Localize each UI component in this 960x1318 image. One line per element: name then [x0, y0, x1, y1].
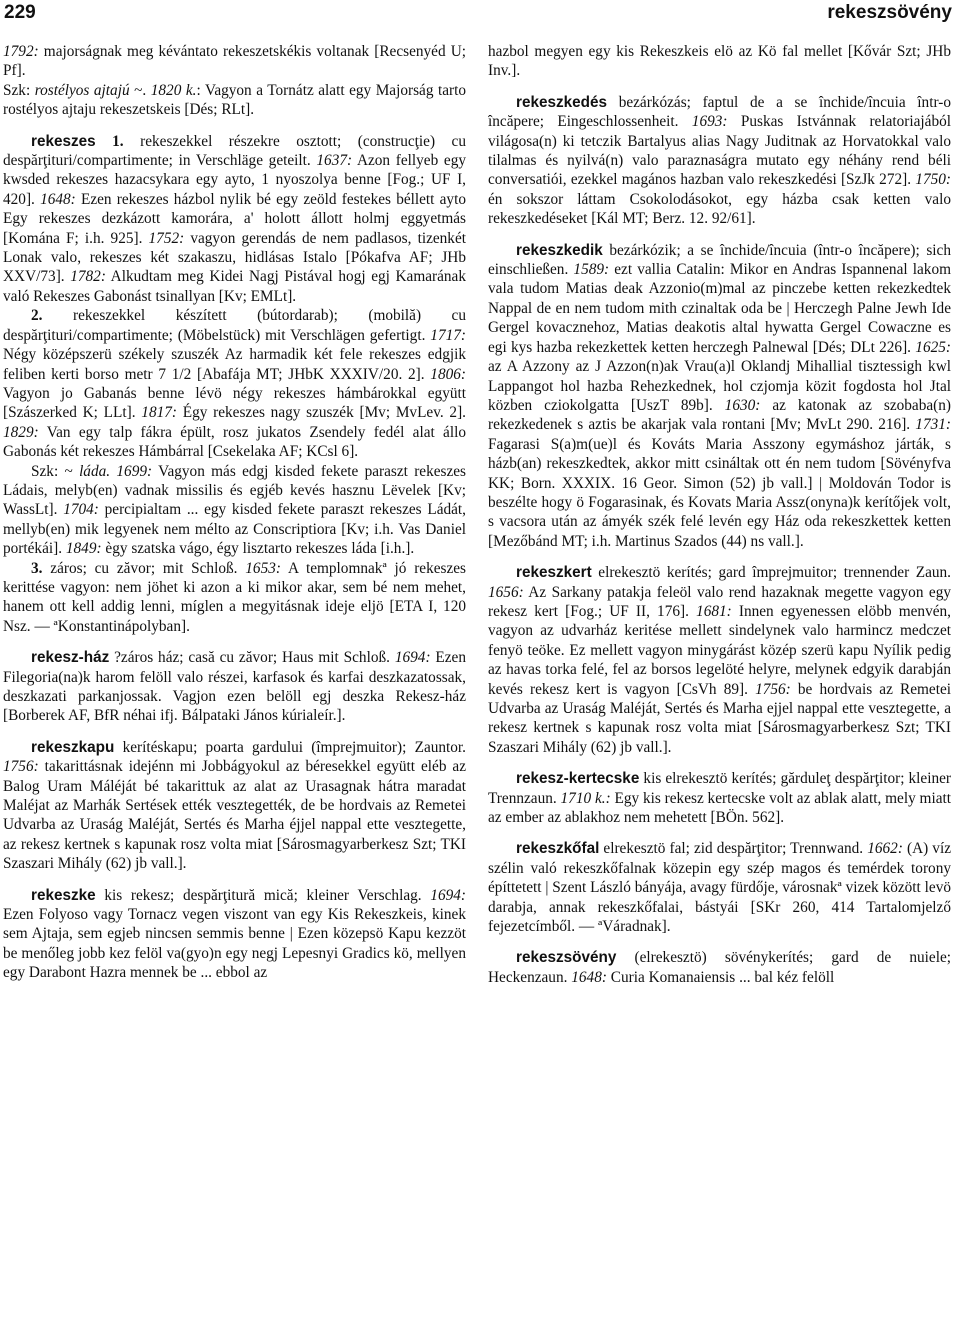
- citation-date: 1756:: [3, 758, 39, 776]
- entry-text: A templomnakª jó rekeszes kerittése vagyon: nem jöhet ki azon a ki mikor akar, sem bé nem mehet, hanem ott kell addig lenni, míglen a megyitásnak ideje eljö [ETA I, 120 Nsz. — ªKonstantinápolyban].: [3, 559, 466, 635]
- dictionary-entry-paragraph: [488, 241, 951, 552]
- dictionary-entry-paragraph: [488, 563, 951, 757]
- paragraph-gap: [488, 229, 951, 241]
- entry-text: Égy rekeszes nagy szuszék [Mv; MvLev. 2].: [177, 404, 466, 422]
- paragraph-gap: [3, 726, 466, 738]
- citation-date: 1662:: [867, 840, 903, 858]
- sense-number: 2.: [31, 307, 43, 325]
- entry-text: (A) víz szélin való rekeszkőfalnak közepin egy szép magos és temérdek torony építtetett | Szent László bányája, avagy fürdője, városnakª vizek között levö darabja, annak rekeszkőfalai, bástyái [SKr 260, 414 Tartalomjelző fejezetcímből. — ªVáradnak].: [488, 840, 951, 936]
- running-head: rekeszsövény: [827, 2, 952, 23]
- entry-text: Négy középszerü székely szuszék Az harmadik két fele rekeszes edgjik feliben kerti borso metr 7 1/2 [Abafája MT; JHbK XXXIV/20. 2].: [3, 346, 466, 383]
- entry-text: elrekesztö fal; zid despărţitor; Trennwand.: [599, 840, 868, 858]
- entry-text: : Vagyon a Tornátz alatt egy Majorság tarto rostélyos ajtaju rekeszetskeis [Dés; RLt].: [3, 81, 466, 119]
- entry-text: be hordvais az Remetei Udvarba az Uraság Maléját, Sertés és Marha ejjel nappal ette vesztegette, a rekesz kertnek s kapunak rosz volta miat [Sárosmagyarberkesz Szt; TKI Szaszari Mihály (62) jb vall.].: [488, 680, 951, 756]
- entry-text: vagyon gerendás de nem padlasos, tizenkét Lonak valo, rekeszes két szakaszu, hidlásas Istalo [Pókafva AF; JHb XXV/73].: [3, 229, 466, 286]
- dictionary-entry-paragraph: [3, 42, 466, 81]
- citation-date: 1849:: [65, 540, 102, 558]
- paragraph-gap: [488, 81, 951, 93]
- page-number: 229: [4, 2, 36, 23]
- entry-text: Puskas Istvánnak relatoriajából világosa(n) ki tetczik Bartalyus alias Nagy Juditnak az Horvatokkal valo tilalmas és nyilvá(n) valo paraznaságra mutato egy néhány rend béli conversatiói, ezekkel magános hazban valo rekeszkedési [SzJk 272].: [488, 113, 951, 189]
- sense-number: 1.: [112, 132, 124, 150]
- dictionary-entry-paragraph: [3, 648, 466, 726]
- citation-date: 1704:: [63, 501, 99, 519]
- dictionary-entry-paragraph: [488, 948, 951, 987]
- dictionary-entry-paragraph: [3, 462, 466, 559]
- entry-text: ègy szatska vágo, égy lisztarto rekeszes láda [i.h.].: [101, 540, 415, 558]
- citation-date: 1694:: [430, 886, 466, 904]
- citation-date: 1653:: [245, 559, 281, 577]
- entry-text: Van egy talp fákra épült, rosz jukatos Zsendely fedél alat állo Gabonás két rekeszes Hámbárral [Csekelaka AF; KCsl 6].: [3, 423, 466, 461]
- dictionary-entry-paragraph: [3, 132, 466, 307]
- citation-date: 1750:: [915, 171, 951, 189]
- dictionary-entry-paragraph: [488, 93, 951, 229]
- entry-text: kis elrekesztö kerítés; gărduleţ despărţitor; kleiner Trennzaun.: [488, 770, 951, 807]
- entry-text: Szk: ~: [31, 462, 80, 480]
- headword: rekeszkert: [516, 564, 592, 582]
- citation-date: 1806:: [430, 365, 466, 383]
- entry-text: kis rekesz; despărţitură mică; kleiner Verschlag.: [95, 886, 431, 904]
- headword: rekesz-kertecske: [516, 770, 640, 788]
- citation-date: 1589:: [573, 261, 610, 279]
- headword: rekeszkapu: [31, 738, 115, 756]
- entry-text: Szk:: [3, 81, 35, 99]
- dictionary-entry-paragraph: [3, 81, 466, 120]
- dictionary-entry-paragraph: [488, 769, 951, 827]
- entry-text: bezárkózás; faptul de a se închide/încuia într-o încăpere; Eingeschlossenheit.: [488, 93, 951, 131]
- entry-text: Innen egyenessen elöbb menvén, vagyon az udvarház keritése mellett sindelynek valo harmincz medczet fenyö teöke. Ez mellett vagyon minygárást közép szerü kapu Nyílik pedig az havas torka felé, fel az borsos legelöté helyre, melynek edgyik darabján kevés rekesz kert is vagyon [CsVh 89].: [488, 602, 951, 698]
- paragraph-gap: [488, 827, 951, 839]
- entry-text: Egy kis rekesz kertecske volt az ablak alatt, mely miatt az ember az ablakhoz nem mehetett [BÖn. 562].: [488, 789, 951, 827]
- dictionary-entry-paragraph: [488, 839, 951, 936]
- entry-text: az katonak az szobaba(n) rekezkedenek s aztis be akarjak vala rontani [Mv; MvLt 290. 216].: [488, 396, 951, 434]
- entry-text: én sokszor láttam Csokolodásokot, egy házba csak ketten valo rekeszkedéseket [Kál MT; Berz. 12. 92/61].: [488, 190, 951, 228]
- entry-text: Vagyon más edgj kisded fekete paraszt rekeszes Ládais, melyb(en) vadnak missilis és egjéb kevés hasznu Lëvelek [Kv; WassLt].: [3, 462, 466, 519]
- entry-text: ~.: [129, 81, 151, 99]
- citation-date: 1820 k.: [150, 81, 197, 99]
- citation-date: 1817:: [141, 404, 177, 422]
- citation-date: 1681:: [696, 602, 732, 620]
- citation-date: 1699:: [116, 462, 153, 480]
- citation-date: 1710 k.:: [560, 789, 611, 807]
- headword: rekeszke: [31, 886, 96, 904]
- headword: rekeszkedik: [516, 241, 603, 259]
- citation-date: 1625:: [915, 338, 951, 356]
- citation-date: 1648:: [571, 968, 607, 986]
- entry-text: rekeszekkel készített (bútordarab); (mobilă) cu despărţituri/compartimente; (Möbelstück) mit Verschlägen gefertigt.: [3, 307, 466, 344]
- paragraph-gap: [488, 757, 951, 769]
- entry-text: takarittásnak idejénn mi Jobbágyokul az béresekkel együtt eléb az Balog Uram Máléját bé takarittuk az alat az Urasagnak hátra maradat Maléjat az Marhák Sertések ették vesztegették, de be hordvais az Remetei Udvarba az Uraság Maléját, Sertés és Marha éjjel nappal ette vesztegette, az rekesz kertnek s kapunak rosz volta miat [Sárosmagyarberkesz Szt; TKI Szaszari Mihály (62) jb vall.].: [3, 758, 466, 873]
- right-column: [488, 42, 951, 1317]
- citation-date: 1656:: [488, 583, 524, 601]
- citation-date: 1782:: [70, 268, 106, 286]
- sense-number: 3.: [31, 559, 43, 577]
- entry-text: Fagarasi S(a)m(ue)l és Kováts Maria Asszony egymáshoz járták, s házb(an) rekeszkedtek, akkor mitt csináltak ott én nem tudom [Sövényfva KK; Born. XXXIX. 16 Geor. Simon (52) jb vall.] | Moldován Todor is beszélte hogy ö Fogarasinak, és Kovats Maria Assz(onyna)k kerítőjek volt, s vacsora után az ámyék szék felé levén egy Ház oda rekeszkettek ketten [Mezőbánd MT; i.h. Martinus Szados (44) ns vall.].: [488, 435, 951, 550]
- left-column: [3, 42, 466, 1317]
- citation-date: 1792:: [3, 43, 39, 60]
- headword: rekeszes: [31, 132, 96, 150]
- entry-text: ?záros ház; casă cu zăvor; Haus mit Schloß.: [109, 649, 395, 667]
- entry-text: bezárkózik; a se închide/încuia (într-o încăpere); sich einschließen.: [488, 241, 951, 279]
- entry-text: Alkudtam meg Kidei Nagj Pistával hogj egj Kamarának való Rekeszes Gabonást tsinallyan [Kv; EMLt].: [3, 268, 466, 305]
- dictionary-entry-paragraph: [3, 306, 466, 461]
- page-header: [0, 2, 960, 32]
- entry-text: ezt vallia Catalin: Mikor en Andras Ispannenal lakom vala tudom Matias deak Azzonio(m)mal az pinczebe ketten rekezkedtek Nappal de en nem tudom mith czinaltak oda be | Herczegh Palne Jewh Ide Gergel kovacznehoz, Matias deakotis altal hywatta Gergel Cowaczne es egi kys hazba rekezkettek ketten herczegh Palnewal [Dés; DLt 226].: [488, 261, 951, 356]
- headword: rekesz-ház: [31, 649, 110, 667]
- entry-text: majorságnak meg kévántato rekeszetskékis voltanak [Recsenyéd U; Pf].: [3, 43, 466, 80]
- citation-date: 1648:: [40, 190, 76, 208]
- entry-text: Curia Komanaiensis ... bal kéz felöll: [606, 968, 835, 986]
- paragraph-gap: [488, 936, 951, 948]
- paragraph-gap: [3, 120, 466, 132]
- entry-text: rekeszekkel részekre osztott; (construcţie) cu despărţituri/compartimente; in Verschläge geteilt.: [3, 132, 466, 170]
- entry-text: (elrekesztö) sövénykerítés; gard de nuiele; Heckenzaun.: [488, 949, 951, 986]
- entry-text: Ezen Folyoso vagy Tornacz vegen viszont van egy Kis Rekeszkeis, kinek sem Ajtaja, sem egjeb nincsen semmis benne | Ezen közepsö Kapu kezzöt be menőleg jobb kez felöl va(gyo)n egy negj Lepesnyi Gradics kö, mellyen egy Darabont Hazra mennek be ... ebbol az: [3, 906, 466, 982]
- entry-text: [96, 133, 113, 150]
- dictionary-entry-paragraph: [3, 886, 466, 983]
- citation-date: 1630:: [724, 396, 761, 414]
- dictionary-entry-paragraph: [3, 559, 466, 637]
- headword: rekeszsövény: [516, 949, 617, 967]
- citation-date: 1752:: [148, 229, 185, 247]
- entry-text: záros; cu zăvor; mit Schloß.: [42, 559, 246, 577]
- citation-date: 1829:: [3, 423, 39, 441]
- citation-date: rostélyos ajtajú: [34, 81, 130, 99]
- entry-text: az A Azzony az J Azzon(n)ak Vrau(a)l Oklandj Mihallial tisztessigh kwl Lappangot hol hazba Rehezkednek, hol czjomja közit fogdosta hol Jtal közben cziokolgatta [UszT 89b].: [488, 358, 951, 414]
- entry-text: kerítéskapu; poarta gardului (împrejmuitor); Zauntor.: [114, 738, 466, 756]
- entry-text: Ezen rekeszes házbol nylik bé egy zeöld festekes béllett ayto Egy rekeszes dezkázott kamorára, a' holott állott holmj eggyetmás [Komána F; i.h. 925].: [3, 190, 466, 247]
- entry-text: Azon fellyeb egy kwsded rekeszes hazacsykara egy ayto, 1 nyoszolya benne [Fog.; UF I, 420].: [3, 152, 466, 208]
- citation-date: 1731:: [915, 416, 951, 434]
- entry-text: elrekesztö kerítés; gard împrejmuitor; trennender Zaun.: [591, 564, 951, 582]
- citation-date: 1637:: [316, 152, 353, 170]
- dictionary-entry-paragraph: [3, 738, 466, 874]
- headword: rekeszkedés: [516, 93, 608, 111]
- headword: rekeszkőfal: [516, 840, 600, 858]
- paragraph-gap: [3, 636, 466, 648]
- dictionary-entry-paragraph: [488, 42, 951, 81]
- citation-date: 1693:: [691, 113, 728, 131]
- entry-text: Ezen Filegoria(na)k harom felöll valo részei, karfasok és karfai deszkazatossak, deszkazati parkanjossak. Vagjon ezen belöll egj deszka Rekesz-ház [Borberek AF, BfR néhai ifj. Bálpataki János kúrialeír.].: [3, 649, 466, 725]
- entry-text: percipialtam ... egy kisded fekete paraszt rekeszes Ládát, mellyb(en) mik legyenek nem mélto az Conscriptiora [Kv; i.h. Vas Daniel portékái].: [3, 501, 466, 558]
- citation-date: láda.: [79, 462, 111, 480]
- entry-text: Az Sarkany patakja feleöl valo rend hazaknak megette vagyon egy rekesz kert [Fog.; UF II, 176].: [488, 583, 951, 620]
- citation-date: 1694:: [394, 649, 431, 667]
- citation-date: 1756:: [755, 680, 791, 698]
- entry-text: Vagyon jo Gabanás benne lévö négy rekeszes hámbárokkal együtt [Szászerked K; LLt].: [3, 384, 466, 422]
- entry-text: hazbol megyen egy kis Rekeszkeis elö az Kö fal mellet [Kővár Szt; JHb Inv.].: [488, 43, 951, 80]
- citation-date: 1717:: [430, 326, 466, 344]
- paragraph-gap: [488, 551, 951, 563]
- paragraph-gap: [3, 874, 466, 886]
